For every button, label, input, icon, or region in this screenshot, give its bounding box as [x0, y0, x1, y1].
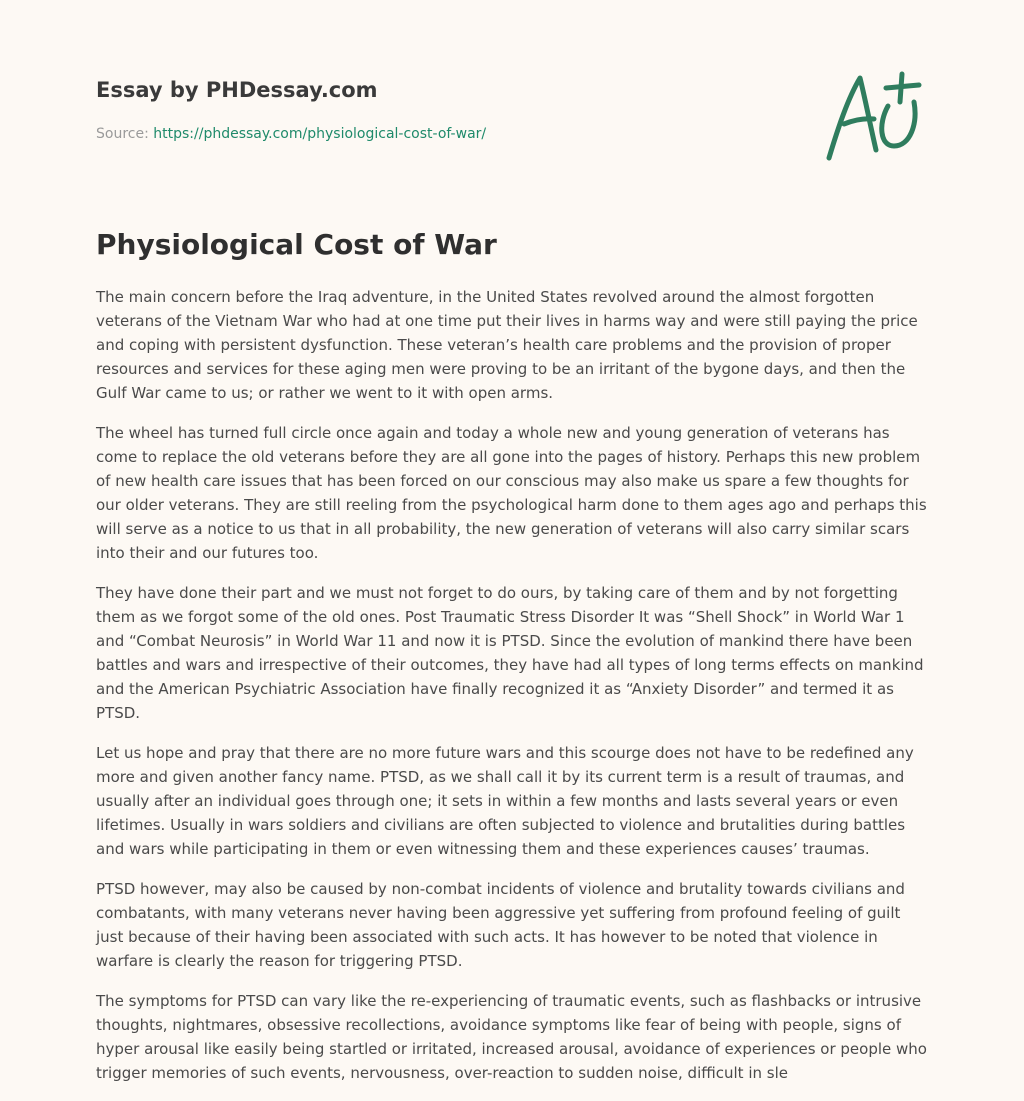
paragraph: The wheel has turned full circle once again and today a whole new and young generation of veterans has come to replace the old veterans before they are all gone into the pages of history. Perhaps this new problem of new health care issues that has been forced on our conscious may also make us spare a few thoughts for our older veterans. They are still reeling from the psychological harm done to them ages ago and perhaps this will serve as a notice to us that in all probability, the new generation of veterans will also carry similar scars into their and our futures too.	[96, 424, 927, 562]
paragraph: The main concern before the Iraq adventure, in the United States revolved around the almost forgotten veterans of the Vietnam War who had at one time put their lives in harms way and were still paying the price and coping with persistent dysfunction. These veteran’s health care problems and the provision of proper resources and services for these aging men were proving to be an irritant of the bygone days, and then the Gulf War came to us; or rather we went to it with open arms.	[96, 288, 918, 402]
paragraph: Let us hope and pray that there are no more future wars and this scourge does not have to be redefined any more and given another fancy name. PTSD, as we shall call it by its current term is a result of traumas, and usually after an individual goes through one; it sets in within a few months and lasts several years or even lifetimes. Usually in wars soldiers and civilians are often subjected to violence and brutalities during battles and wars while participating in them or even witnessing them and these experiences causes’ traumas.	[96, 744, 914, 858]
site-brand: Essay by PHDessay.com	[96, 78, 378, 102]
paragraph: They have done their part and we must not forget to do ours, by taking care of them and by not forgetting them as we forgot some of the old ones. Post Traumatic Stress Disorder It was “Shell Shock” in World War 1 and “Combat Neurosis” in World War 11 and now it is PTSD. Since the evolution of mankind there have been battles and wars and irrespective of their outcomes, they have had all types of long terms effects on mankind and the American Psychiatric Association have finally recognized it as “Anxiety Disorder” and termed it as PTSD.	[96, 584, 924, 722]
paragraph: PTSD however, may also be caused by non-combat incidents of violence and brutality towards civilians and combatants, with many veterans never having been aggressive yet suffering from profound feeling of guilt just because of their having been associated with such acts. It has however to be noted that violence in warfare is clearly the reason for triggering PTSD.	[96, 880, 905, 970]
a-plus-icon	[820, 66, 930, 166]
essay-body	[96, 285, 931, 1101]
paragraph: The symptoms for PTSD can vary like the re-experiencing of traumatic events, such as flashbacks or intrusive thoughts, nightmares, obsessive recollections, avoidance symptoms like fear of being with people, signs of hyper arousal like easily being startled or irritated, increased arousal, avoidance of experiences or people who trigger memories of such events, nervousness, over-reaction to sudden noise, difficult in sle	[96, 992, 927, 1082]
source-line	[96, 124, 796, 144]
essay-header	[96, 76, 796, 144]
source-link[interactable]: https://phdessay.com/physiological-cost-of-war/	[153, 126, 487, 142]
source-label: Source:	[96, 126, 149, 142]
essay-title: Physiological Cost of War	[96, 228, 497, 261]
